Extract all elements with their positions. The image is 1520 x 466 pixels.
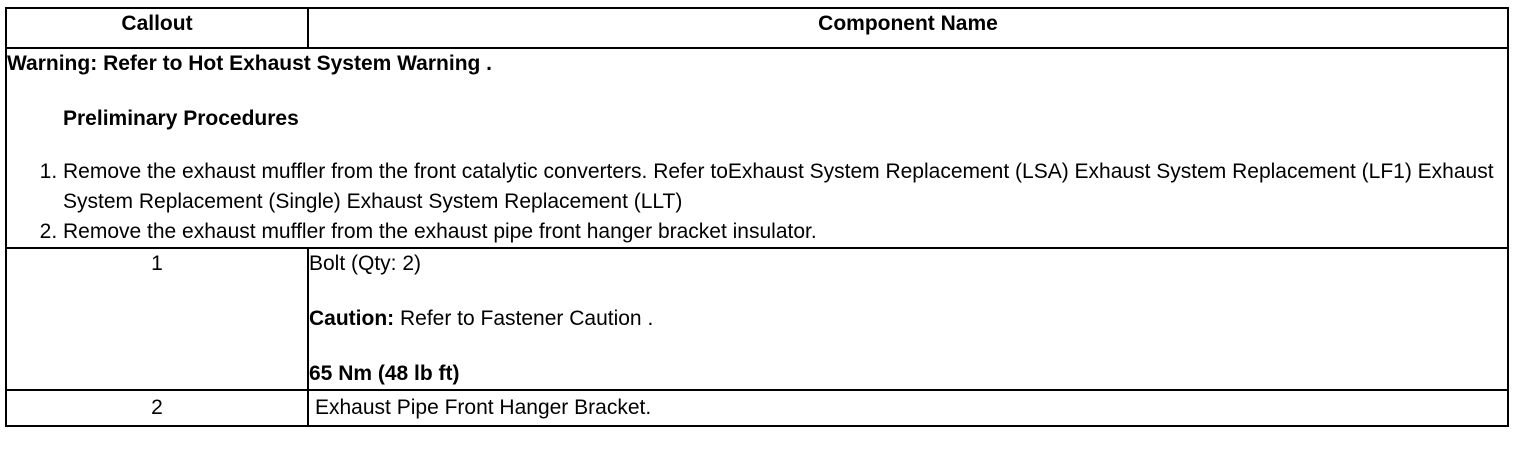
- caution-line: [309, 304, 1507, 334]
- warning-line: [7, 49, 1507, 81]
- header-row: [6, 8, 1508, 48]
- preliminary-step: 2. Remove the exhaust muffler from the exhaust pipe front hanger bracket insulator.: [63, 217, 1507, 247]
- callout-column-header: Callout: [6, 8, 308, 48]
- caution-text: Refer to Fastener Caution .: [394, 307, 654, 330]
- torque-spec: 65 Nm (48 lb ft): [309, 362, 460, 385]
- table-row: [6, 248, 1508, 390]
- callout-cell: 2: [6, 390, 308, 426]
- warning-text: Refer to Hot Exhaust System Warning .: [103, 52, 493, 75]
- procedure-table: [5, 7, 1509, 427]
- component-name-column-header: Component Name: [308, 8, 1508, 48]
- preliminary-row: [6, 48, 1508, 248]
- component-name-cell: [308, 248, 1508, 390]
- preliminary-cell: [6, 48, 1508, 248]
- callout-cell: 1: [6, 248, 308, 390]
- component-name-cell: Exhaust Pipe Front Hanger Bracket.: [308, 390, 1508, 426]
- table-row: [6, 390, 1508, 426]
- component-name: Bolt (Qty: 2): [309, 252, 422, 275]
- warning-label: Warning:: [7, 52, 98, 75]
- preliminary-steps-list: [7, 157, 1507, 247]
- caution-label: Caution:: [309, 307, 395, 330]
- preliminary-step: 1. Remove the exhaust muffler from the front catalytic converters. Refer toExhaust System Replacement (LSA) Exhaust System Replacement (LF1) Exhaust System Replacement (Single) Exhaust System Replacement (LLT): [63, 157, 1507, 217]
- preliminary-procedures-title: Preliminary Procedures: [63, 107, 299, 130]
